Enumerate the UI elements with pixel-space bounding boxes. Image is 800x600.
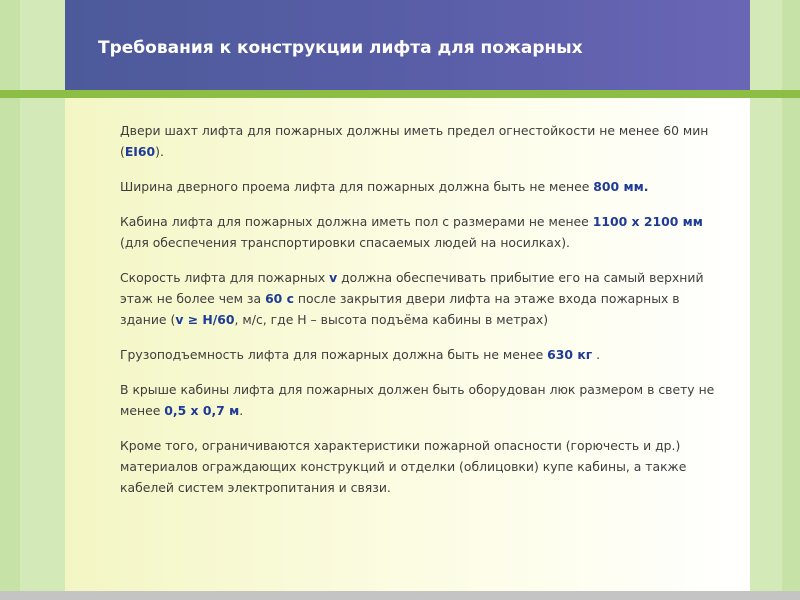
paragraph-text: (для обеспечения транспортировки спасаемых людей на носилках). [120, 235, 570, 250]
slide-body [120, 120, 720, 512]
paragraph-text: . [239, 403, 244, 418]
paragraph-text: В крыше кабины лифта для пожарных должен быть оборудован люк размером в свету не менее [120, 382, 715, 418]
paragraph-text: . [592, 347, 601, 362]
highlighted-value: v ≥ H/60 [175, 312, 235, 327]
footer-divider [0, 591, 800, 600]
paragraph-text: Кабина лифта для пожарных должна иметь пол с размерами не менее [120, 214, 593, 229]
paragraph-text: ). [155, 144, 164, 159]
paragraph [120, 120, 720, 162]
paragraph-text: , м/с, где Н – высота подъёма кабины в метрах) [234, 312, 549, 327]
paragraph-text: Двери шахт лифта для пожарных должны иметь предел огнестойкости не менее 60 мин ( [120, 123, 709, 159]
highlighted-value: EI60 [124, 144, 156, 159]
paragraph-text: должна обеспечивать прибытие его на самый верхний этаж не более чем за [120, 270, 704, 306]
paragraph-text: Грузоподъемность лифта для пожарных должна быть не менее [120, 347, 548, 362]
paragraph [120, 344, 720, 365]
highlighted-value: 1100 х 2100 мм [592, 214, 703, 229]
paragraph [120, 379, 720, 421]
slide-title: Требования к конструкции лифта для пожарных [98, 38, 583, 58]
paragraph-text: Ширина дверного проема лифта для пожарных должна быть не менее [120, 179, 594, 194]
paragraph-text: Кроме того, ограничиваются характеристики пожарной опасности (горючесть и др.) материалов ограждающих конструкций и отделки (облицовки) купе кабины, а также кабелей систем электропитания и связи. [120, 438, 687, 495]
paragraph [120, 267, 720, 330]
paragraph [120, 176, 720, 197]
paragraph-text: Скорость лифта для пожарных [120, 270, 330, 285]
highlighted-value: 60 с [265, 291, 294, 306]
highlighted-value: 800 мм. [593, 179, 649, 194]
highlighted-value: 0,5 х 0,7 м [164, 403, 240, 418]
paragraph-text: после закрытия двери лифта на этаже входа пожарных в здание ( [120, 291, 680, 327]
highlighted-value: v [329, 270, 338, 285]
paragraph [120, 435, 720, 498]
header-divider [0, 90, 800, 98]
paragraph [120, 211, 720, 253]
highlighted-value: 630 кг [547, 347, 593, 362]
